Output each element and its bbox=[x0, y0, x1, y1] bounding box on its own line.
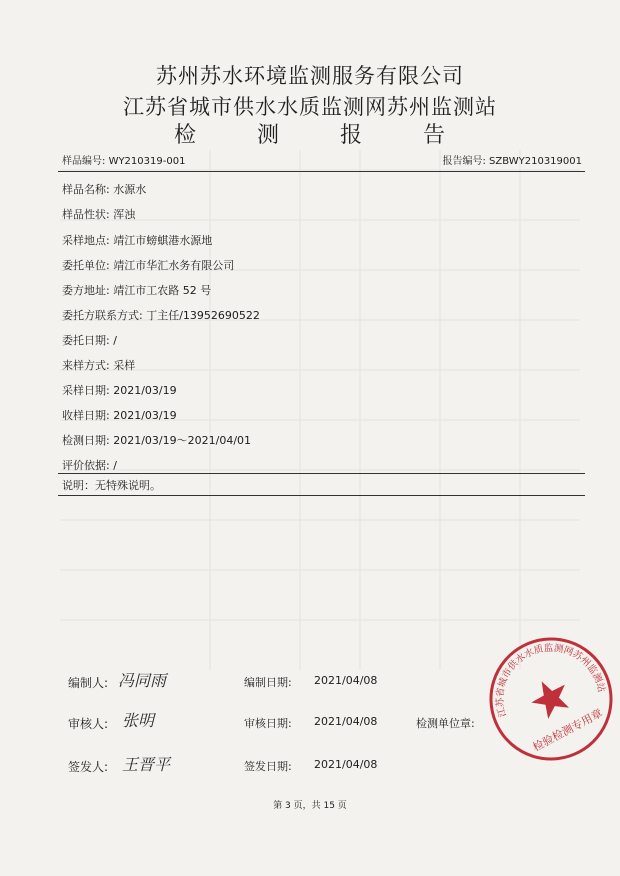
field-label: 委方地址: bbox=[62, 284, 110, 297]
note-text: 说明：无特殊说明。 bbox=[62, 479, 161, 492]
compiler-signature: 冯同雨 bbox=[118, 671, 167, 690]
field-sample-appearance bbox=[62, 206, 135, 222]
reviewer-signature: 张明 bbox=[122, 711, 155, 730]
field-label: 样品名称: bbox=[62, 183, 110, 196]
seal-star bbox=[525, 672, 576, 722]
field-evaluation-basis bbox=[62, 457, 117, 473]
divider-note-top bbox=[58, 473, 585, 474]
field-value: 采样 bbox=[113, 359, 136, 372]
divider-note-bottom bbox=[58, 495, 585, 496]
field-label: 评价依据: bbox=[62, 459, 110, 472]
org-name-line1: 苏州苏水环境监测服务有限公司 bbox=[156, 64, 464, 88]
review-date: 2021/04/08 bbox=[314, 715, 378, 728]
page-number: 第 3 页，共 15 页 bbox=[273, 801, 347, 811]
field-sampling-date bbox=[62, 382, 177, 398]
report-title-char: 检 bbox=[173, 123, 197, 148]
field-value: 浑浊 bbox=[113, 208, 136, 221]
seal-ring-text-path: 江苏省城市供水水质监测网苏州监测站 bbox=[494, 642, 607, 719]
issue-date-label: 签发日期: bbox=[244, 760, 292, 773]
field-sampling-site bbox=[62, 232, 212, 248]
field-label: 收样日期: bbox=[62, 409, 110, 422]
field-value: 靖江市华汇水务有限公司 bbox=[113, 259, 235, 272]
report-title bbox=[0, 118, 620, 149]
field-value: 水源水 bbox=[113, 183, 147, 196]
field-label: 来样方式: bbox=[62, 359, 110, 372]
sample-number bbox=[62, 152, 185, 167]
field-client bbox=[62, 257, 234, 273]
report-title-char: 测 bbox=[256, 123, 280, 148]
issuer-signature: 王晋平 bbox=[122, 755, 171, 774]
field-label: 采样地点: bbox=[62, 234, 110, 247]
compile-date: 2021/04/08 bbox=[314, 674, 378, 687]
field-value: 靖江市工农路 52 号 bbox=[113, 284, 212, 297]
field-label: 样品性状: bbox=[62, 208, 110, 221]
report-title-char: 报 bbox=[340, 123, 364, 148]
field-label: 检测日期: bbox=[62, 434, 110, 447]
field-label: 委托方联系方式: bbox=[62, 309, 143, 322]
field-sample-delivery bbox=[62, 357, 135, 373]
field-value: 2021/03/19～2021/04/01 bbox=[113, 434, 252, 447]
seal-graphic bbox=[486, 634, 616, 764]
sample-number-label: 样品编号: bbox=[62, 156, 106, 167]
official-seal-icon bbox=[486, 634, 616, 764]
field-value: 2021/03/19 bbox=[113, 384, 177, 397]
field-test-date bbox=[62, 432, 251, 448]
issue-date: 2021/04/08 bbox=[314, 758, 378, 771]
field-client-contact bbox=[62, 307, 260, 323]
unit-seal-label: 检测单位章: bbox=[416, 717, 475, 730]
field-value: 丁主任/13952690522 bbox=[146, 309, 260, 322]
field-label: 采样日期: bbox=[62, 384, 110, 397]
reviewer-label: 审核人: bbox=[68, 717, 109, 731]
field-receipt-date bbox=[62, 407, 177, 423]
report-number-label: 报告编号: bbox=[442, 156, 486, 167]
field-value: / bbox=[113, 459, 117, 472]
field-value: 靖江市螃蜞港水源地 bbox=[113, 234, 213, 247]
field-label: 委托日期: bbox=[62, 334, 110, 347]
seal-center-text: 检验检测专用章 bbox=[530, 706, 605, 755]
divider-top bbox=[58, 171, 585, 172]
field-label: 委托单位: bbox=[62, 259, 110, 272]
review-date-label: 审核日期: bbox=[244, 717, 292, 730]
report-number bbox=[442, 152, 582, 167]
sample-number-value: WY210319-001 bbox=[108, 156, 186, 167]
issuer-label: 签发人: bbox=[68, 760, 109, 774]
field-value: / bbox=[113, 334, 117, 347]
compiler-label: 编制人: bbox=[68, 676, 109, 690]
org-name-line2: 江苏省城市供水水质监测网苏州监测站 bbox=[123, 95, 497, 119]
field-client-address bbox=[62, 282, 211, 298]
report-number-value: SZBWY210319001 bbox=[489, 156, 582, 167]
field-value: 2021/03/19 bbox=[113, 409, 177, 422]
compile-date-label: 编制日期: bbox=[244, 676, 292, 689]
report-title-char: 告 bbox=[423, 123, 447, 148]
field-commission-date bbox=[62, 332, 117, 348]
field-sample-name bbox=[62, 181, 146, 197]
